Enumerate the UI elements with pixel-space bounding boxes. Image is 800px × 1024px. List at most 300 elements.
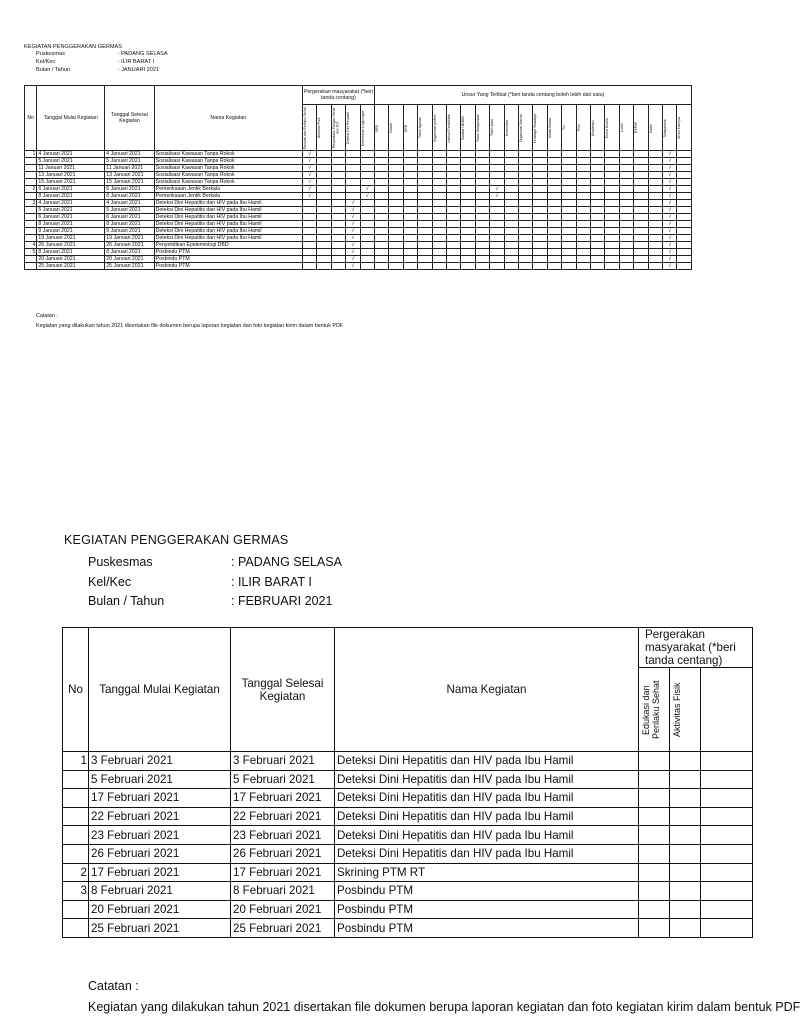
cell-check xyxy=(374,235,388,242)
col-pergerakan-0: Edukasi dan Perilaku Sehat xyxy=(302,105,316,151)
cell-start: 22 Februari 2021 xyxy=(89,807,231,826)
cell-check xyxy=(418,158,432,165)
col-start-date: Tanggal Mulai Kegiatan xyxy=(89,628,231,752)
cell-check xyxy=(518,214,532,221)
cell-check xyxy=(562,200,576,207)
cell-check xyxy=(547,214,561,221)
cell-name: Posbindu PTM xyxy=(154,263,302,270)
activity-table xyxy=(62,627,753,938)
cell-check xyxy=(533,165,547,172)
cell-end: 20 Januari 2021 xyxy=(105,256,154,263)
report-title: KEGIATAN PENGGERAKAN GERMAS xyxy=(64,533,289,547)
col-activity-name: Nama Kegiatan xyxy=(154,86,302,151)
cell-check xyxy=(639,789,670,808)
table-row xyxy=(25,151,692,158)
cell-check xyxy=(302,207,316,214)
cell-check xyxy=(504,214,518,221)
col-unsur-6: Swasta / BUMN xyxy=(461,105,475,151)
cell-name: Deteksi Dini Hepatitis dan HIV pada Ibu Hamil xyxy=(335,770,639,789)
cell-check xyxy=(317,151,331,158)
cell-check xyxy=(475,158,489,165)
cell-check xyxy=(374,193,388,200)
cell-check xyxy=(533,221,547,228)
col-unsur-19: Kader xyxy=(648,105,662,151)
cell-check xyxy=(490,228,504,235)
cell-no: 1 xyxy=(63,752,89,771)
cell-check xyxy=(461,165,475,172)
cell-check xyxy=(533,207,547,214)
cell-start: 17 Februari 2021 xyxy=(89,789,231,808)
cell-check xyxy=(360,221,374,228)
cell-check xyxy=(331,158,345,165)
meta-kelkec xyxy=(88,575,312,589)
cell-name: Deteksi Dini Hepatitis dan HIV pada Ibu Hamil xyxy=(335,789,639,808)
cell-check xyxy=(518,165,532,172)
cell-check: √ xyxy=(663,200,677,207)
cell-check xyxy=(374,165,388,172)
cell-end: 4 Januari 2021 xyxy=(105,200,154,207)
cell-check xyxy=(446,256,460,263)
cell-check xyxy=(518,242,532,249)
cell-end: 19 Januari 2021 xyxy=(105,235,154,242)
col-pergerakan-1: Aktivitas Fisik xyxy=(317,105,331,151)
cell-check xyxy=(504,200,518,207)
cell-check xyxy=(576,256,590,263)
cell-check xyxy=(576,165,590,172)
cell-check xyxy=(504,235,518,242)
cell-start: 17 Februari 2021 xyxy=(89,863,231,882)
cell-check xyxy=(533,228,547,235)
cell-check xyxy=(461,172,475,179)
cell-check xyxy=(634,158,648,165)
cell-check xyxy=(475,165,489,172)
cell-check: √ xyxy=(490,186,504,193)
cell-check xyxy=(475,179,489,186)
meta-label: Kel/Kec xyxy=(88,575,132,589)
cell-check xyxy=(648,256,662,263)
cell-check xyxy=(576,242,590,249)
cell-check xyxy=(475,172,489,179)
cell-end: 3 Februari 2021 xyxy=(231,752,335,771)
cell-check xyxy=(518,158,532,165)
cell-check xyxy=(533,158,547,165)
table-row xyxy=(63,882,753,901)
cell-start: 5 Januari 2021 xyxy=(37,158,105,165)
cell-check xyxy=(403,214,417,221)
cell-check xyxy=(432,200,446,207)
cell-no: 4 xyxy=(25,242,37,249)
meta-label: Puskesmas xyxy=(36,51,65,57)
cell-check xyxy=(374,214,388,221)
cell-check xyxy=(403,228,417,235)
table-row xyxy=(25,158,692,165)
cell-check xyxy=(446,193,460,200)
cell-name: Sosialisasi Kawasan Tanpa Rokok xyxy=(154,172,302,179)
cell-check xyxy=(317,263,331,270)
meta-puskesmas xyxy=(36,51,168,57)
cell-check xyxy=(504,165,518,172)
table-row xyxy=(25,249,692,256)
cell-check xyxy=(418,242,432,249)
cell-check xyxy=(518,263,532,270)
cell-check xyxy=(490,165,504,172)
cell-check xyxy=(648,193,662,200)
cell-check xyxy=(490,179,504,186)
cell-check xyxy=(403,172,417,179)
cell-check xyxy=(591,151,605,158)
cell-end: 26 Januari 2021 xyxy=(105,242,154,249)
cell-check xyxy=(504,242,518,249)
cell-check xyxy=(562,249,576,256)
cell-check xyxy=(389,256,403,263)
cell-check xyxy=(562,256,576,263)
note-title: Catatan : xyxy=(88,979,139,993)
cell-end: 5 Januari 2021 xyxy=(105,158,154,165)
cell-check xyxy=(677,214,692,221)
cell-check xyxy=(490,200,504,207)
cell-check xyxy=(547,186,561,193)
cell-check: √ xyxy=(346,249,360,256)
cell-check xyxy=(302,263,316,270)
cell-no xyxy=(25,263,37,270)
cell-check xyxy=(461,158,475,165)
cell-check xyxy=(317,179,331,186)
cell-check xyxy=(701,844,753,863)
cell-check xyxy=(619,221,633,228)
cell-check xyxy=(360,179,374,186)
cell-check xyxy=(605,221,619,228)
cell-check xyxy=(331,249,345,256)
cell-check xyxy=(403,242,417,249)
cell-check xyxy=(302,214,316,221)
cell-check xyxy=(317,214,331,221)
col-unsur-21: Unsur Lainnya xyxy=(677,105,692,151)
cell-check xyxy=(446,221,460,228)
cell-check xyxy=(374,263,388,270)
cell-check xyxy=(317,228,331,235)
cell-check xyxy=(562,242,576,249)
cell-check xyxy=(446,214,460,221)
cell-check xyxy=(648,249,662,256)
cell-check xyxy=(475,242,489,249)
cell-check xyxy=(547,200,561,207)
cell-check: √ xyxy=(346,214,360,221)
cell-check xyxy=(533,193,547,200)
cell-check xyxy=(619,235,633,242)
cell-check xyxy=(432,214,446,221)
cell-end: 8 Februari 2021 xyxy=(231,882,335,901)
cell-check xyxy=(389,235,403,242)
cell-check xyxy=(605,256,619,263)
cell-no xyxy=(25,207,37,214)
cell-check xyxy=(504,221,518,228)
cell-check xyxy=(605,186,619,193)
table-row xyxy=(25,200,692,207)
cell-check xyxy=(403,158,417,165)
col-unsur-18: RT/RW xyxy=(634,105,648,151)
cell-check xyxy=(634,207,648,214)
cell-check xyxy=(619,256,633,263)
cell-check xyxy=(475,235,489,242)
table-row xyxy=(25,214,692,221)
col-no: No xyxy=(63,628,89,752)
cell-no: 2 xyxy=(25,186,37,193)
col-unsur-9: Komunitas xyxy=(504,105,518,151)
cell-check xyxy=(461,200,475,207)
cell-no xyxy=(63,844,89,863)
cell-check xyxy=(634,172,648,179)
cell-check xyxy=(533,214,547,221)
cell-check xyxy=(461,228,475,235)
cell-check xyxy=(360,207,374,214)
cell-check xyxy=(446,263,460,270)
cell-check xyxy=(677,179,692,186)
cell-check xyxy=(461,186,475,193)
table-row xyxy=(25,186,692,193)
cell-check xyxy=(533,172,547,179)
cell-end: 20 Februari 2021 xyxy=(231,900,335,919)
cell-check xyxy=(432,235,446,242)
cell-check xyxy=(446,186,460,193)
col-edukasi: Edukasi dan Perilaku Sehat xyxy=(639,668,670,752)
cell-check xyxy=(701,770,753,789)
cell-check xyxy=(432,193,446,200)
cell-check xyxy=(639,826,670,845)
table-row xyxy=(63,770,753,789)
cell-check xyxy=(547,221,561,228)
cell-check xyxy=(403,263,417,270)
cell-check xyxy=(446,249,460,256)
cell-check xyxy=(677,256,692,263)
cell-check xyxy=(605,214,619,221)
cell-check xyxy=(648,179,662,186)
cell-check xyxy=(562,186,576,193)
table-row xyxy=(25,256,692,263)
cell-check xyxy=(639,863,670,882)
meta-value: : FEBRUARI 2021 xyxy=(231,594,333,608)
col-activity-name: Nama Kegiatan xyxy=(335,628,639,752)
meta-value: : ILIR BARAT I xyxy=(118,59,155,65)
cell-name: Skrining PTM RT xyxy=(335,863,639,882)
cell-check xyxy=(317,207,331,214)
cell-end: 6 Januari 2021 xyxy=(105,214,154,221)
cell-check xyxy=(619,263,633,270)
cell-name: Sosialisasi Kawasan Tanpa Rokok xyxy=(154,158,302,165)
cell-check xyxy=(670,844,701,863)
cell-start: 13 Januari 2021 xyxy=(37,172,105,179)
cell-check xyxy=(547,228,561,235)
table-row xyxy=(63,919,753,938)
cell-check xyxy=(576,228,590,235)
cell-check xyxy=(670,752,701,771)
cell-check xyxy=(605,235,619,242)
cell-check xyxy=(331,172,345,179)
col-unsur-0: OPD xyxy=(374,105,388,151)
cell-check xyxy=(576,158,590,165)
cell-check xyxy=(490,158,504,165)
cell-check xyxy=(619,193,633,200)
cell-check xyxy=(518,193,532,200)
cell-check xyxy=(634,165,648,172)
cell-check xyxy=(591,165,605,172)
cell-no xyxy=(63,789,89,808)
cell-check xyxy=(302,200,316,207)
col-aktivitas-fisik: Aktivitas Fisik xyxy=(670,668,701,752)
cell-check xyxy=(461,214,475,221)
cell-check: √ xyxy=(346,242,360,249)
cell-check xyxy=(389,249,403,256)
note-title: Catatan : xyxy=(36,313,58,319)
meta-kelkec xyxy=(36,59,155,65)
cell-check xyxy=(461,221,475,228)
cell-check xyxy=(475,263,489,270)
cell-no xyxy=(25,235,37,242)
cell-check xyxy=(317,256,331,263)
cell-check xyxy=(389,165,403,172)
cell-check xyxy=(605,151,619,158)
cell-check xyxy=(634,179,648,186)
cell-check xyxy=(432,179,446,186)
cell-check xyxy=(317,200,331,207)
cell-no xyxy=(25,228,37,235)
cell-check xyxy=(418,228,432,235)
col-end-date: Tanggal Selesai Kegiatan xyxy=(231,628,335,752)
cell-check xyxy=(403,256,417,263)
cell-check xyxy=(331,263,345,270)
col-group-pergerakan: Pergerakan masyarakat (*beri tanda centang) xyxy=(639,628,753,668)
cell-check xyxy=(504,172,518,179)
cell-check xyxy=(346,193,360,200)
cell-check xyxy=(504,193,518,200)
cell-check xyxy=(389,200,403,207)
cell-check xyxy=(403,193,417,200)
cell-check xyxy=(360,214,374,221)
cell-check xyxy=(518,179,532,186)
cell-check xyxy=(576,179,590,186)
cell-check xyxy=(634,221,648,228)
cell-check xyxy=(634,249,648,256)
cell-check xyxy=(504,228,518,235)
cell-check: √ xyxy=(490,193,504,200)
cell-check xyxy=(605,165,619,172)
cell-check xyxy=(331,151,345,158)
cell-check xyxy=(475,151,489,158)
cell-check xyxy=(677,200,692,207)
cell-check xyxy=(591,179,605,186)
cell-name: Posbindu PTM xyxy=(154,249,302,256)
cell-check xyxy=(432,249,446,256)
meta-puskesmas xyxy=(88,555,342,569)
cell-check xyxy=(648,151,662,158)
cell-check xyxy=(518,249,532,256)
table-row xyxy=(25,207,692,214)
table-row xyxy=(63,844,753,863)
cell-check xyxy=(576,207,590,214)
cell-check xyxy=(504,186,518,193)
cell-check xyxy=(547,179,561,186)
cell-check xyxy=(648,172,662,179)
cell-check: √ xyxy=(346,207,360,214)
cell-check xyxy=(619,242,633,249)
meta-label: Bulan / Tahun xyxy=(36,67,71,73)
cell-no xyxy=(25,221,37,228)
cell-check xyxy=(475,207,489,214)
cell-name: Deteksi Dini Hepatitis dan HIV pada Ibu Hamil xyxy=(154,228,302,235)
cell-check xyxy=(605,193,619,200)
cell-check xyxy=(677,263,692,270)
cell-start: 6 Januari 2021 xyxy=(37,186,105,193)
col-no: No xyxy=(25,86,37,151)
cell-check xyxy=(302,256,316,263)
cell-check xyxy=(418,193,432,200)
cell-check xyxy=(331,165,345,172)
cell-check xyxy=(432,151,446,158)
cell-check xyxy=(331,256,345,263)
cell-check xyxy=(418,235,432,242)
cell-check xyxy=(677,235,692,242)
cell-check xyxy=(634,235,648,242)
cell-check xyxy=(648,263,662,270)
cell-check xyxy=(670,882,701,901)
cell-check xyxy=(701,807,753,826)
cell-name: Deteksi Dini Hepatitis dan HIV pada Ibu Hamil xyxy=(154,214,302,221)
cell-check xyxy=(677,228,692,235)
cell-check xyxy=(374,158,388,165)
cell-start: 25 Januari 2021 xyxy=(37,263,105,270)
cell-check xyxy=(446,228,460,235)
cell-check xyxy=(331,193,345,200)
cell-name: Sosialisasi Kawasan Tanpa Rokok xyxy=(154,151,302,158)
cell-check xyxy=(619,179,633,186)
cell-check xyxy=(562,179,576,186)
cell-check xyxy=(317,235,331,242)
cell-check xyxy=(403,151,417,158)
cell-check xyxy=(547,193,561,200)
cell-check xyxy=(504,207,518,214)
cell-end: 22 Februari 2021 xyxy=(231,807,335,826)
cell-check xyxy=(605,263,619,270)
col-unsur-8: Tokoh Adat xyxy=(490,105,504,151)
cell-check xyxy=(605,200,619,207)
cell-no xyxy=(63,919,89,938)
cell-no xyxy=(25,256,37,263)
cell-check xyxy=(418,207,432,214)
cell-start: 4 Januari 2021 xyxy=(37,200,105,207)
cell-start: 6 Januari 2021 xyxy=(37,214,105,221)
cell-check xyxy=(562,151,576,158)
cell-check xyxy=(360,158,374,165)
cell-check xyxy=(533,151,547,158)
cell-check xyxy=(374,200,388,207)
cell-check xyxy=(317,242,331,249)
cell-start: 19 Januari 2021 xyxy=(37,235,105,242)
cell-check xyxy=(591,158,605,165)
cell-check: √ xyxy=(302,165,316,172)
cell-check: √ xyxy=(663,214,677,221)
cell-check: √ xyxy=(302,186,316,193)
cell-check xyxy=(475,249,489,256)
cell-check xyxy=(374,207,388,214)
cell-check xyxy=(562,158,576,165)
cell-name: Sosialisasi Kawasan Tanpa Rokok xyxy=(154,165,302,172)
cell-start: 25 Februari 2021 xyxy=(89,919,231,938)
cell-check xyxy=(490,263,504,270)
meta-value: : PADANG SELASA xyxy=(118,51,168,57)
cell-check xyxy=(648,207,662,214)
report-title: KEGIATAN PENGGERAKAN GERMAS xyxy=(24,44,123,50)
cell-check xyxy=(490,249,504,256)
cell-check: √ xyxy=(663,242,677,249)
